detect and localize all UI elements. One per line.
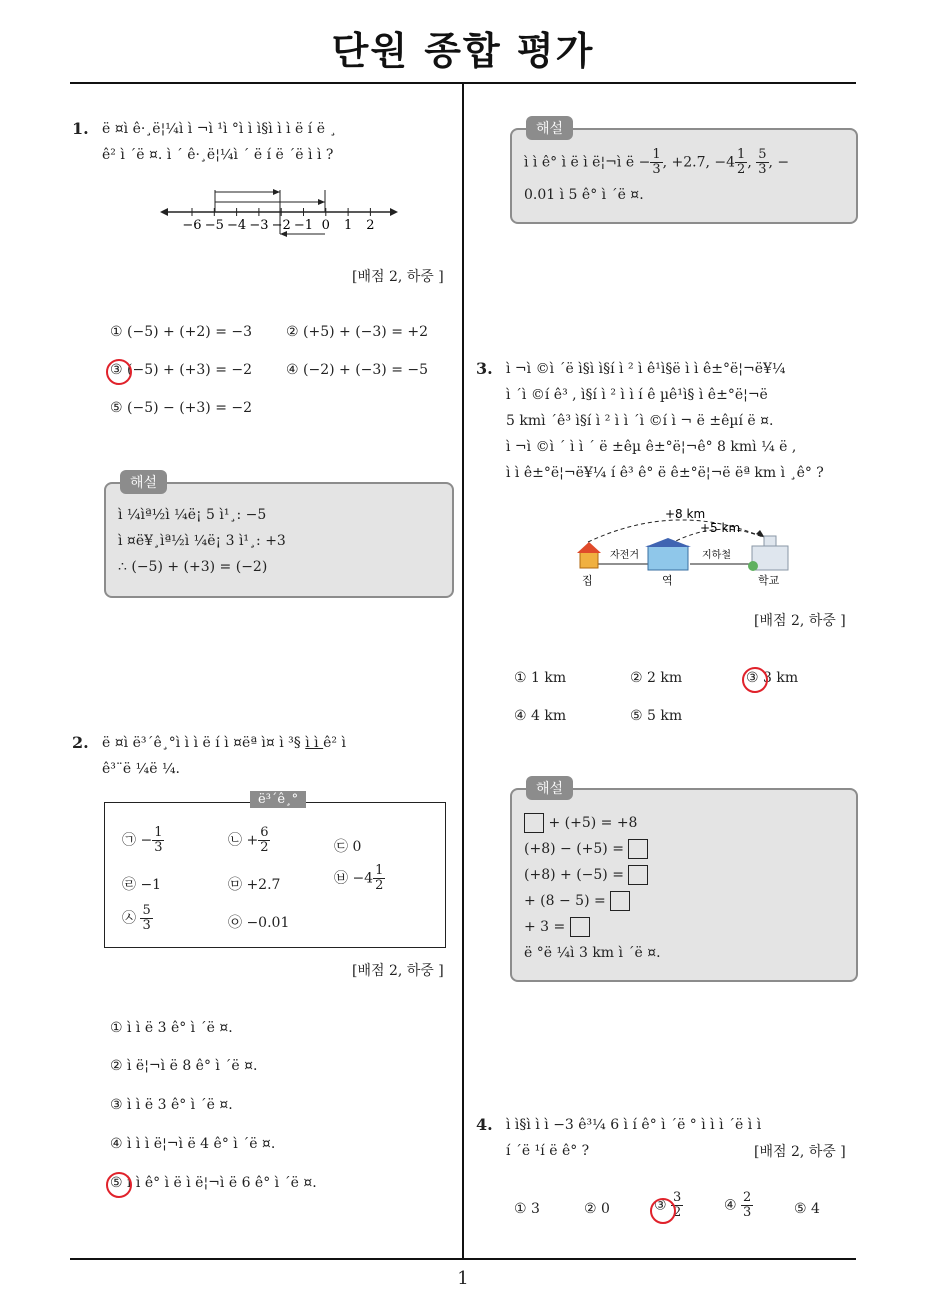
solution-line — [524, 148, 789, 177]
denominator: 3 — [758, 162, 767, 177]
item-value: −1 — [140, 877, 162, 893]
numberline-tick-label: −6 — [182, 218, 202, 233]
numerator: 6 — [260, 825, 269, 840]
item-value: 0 — [352, 839, 362, 855]
bottom-rule — [70, 1258, 856, 1260]
solution-line — [524, 888, 661, 914]
question-text-line: ì ì§ì ì ì −3 ê³¼ 6 ì í ê° ì ´ë ° ì ì ì ´ë ì ì — [506, 1117, 762, 1133]
question-text-line: í ´ë ¹í ë ê° ? — [506, 1143, 590, 1159]
score-label: [배점 2, 하중 ] — [352, 269, 444, 285]
answer-circle-mark — [650, 1198, 676, 1224]
answer-circle-mark — [106, 1172, 132, 1198]
option-1[interactable]: ① (−5) + (+2) = −3 — [110, 324, 253, 340]
solution-text: (+8) + (−5) = — [524, 867, 624, 883]
option-1[interactable]: ① 1 km — [514, 670, 567, 686]
numberline-tick-label: 2 — [366, 218, 375, 233]
denominator: 3 — [743, 1205, 752, 1220]
numerator: 1 — [154, 825, 163, 840]
example-box-tab: ë³´ê¸° — [250, 791, 306, 808]
item-label: ㉢ — [334, 839, 348, 855]
solution-text: , +2.7, −4 — [662, 154, 736, 171]
solution-text: , — [747, 154, 752, 171]
question-text-line: ë ¤ì ë³´ê¸°ì ì ì ë í ì ¤ëª ì¤ ì ³§ — [102, 735, 306, 751]
solution-tab: 해설 — [120, 470, 167, 494]
solution-line — [524, 914, 661, 940]
example-item-e — [228, 874, 280, 894]
option-4[interactable]: ④ (−2) + (−3) = −5 — [286, 362, 429, 378]
item-label: ㉡ — [228, 832, 242, 849]
question-text-line: ë ¤ì ê·¸ë¦¼ì ì ¬ì ¹ì °ì ì ì§ì ì ì ë í ë ¸ — [102, 121, 337, 137]
score-label: [배점 2, 하중 ] — [754, 613, 846, 629]
numerator: 1 — [737, 147, 746, 162]
numerator: 3 — [673, 1190, 682, 1205]
route-diagram — [570, 500, 800, 592]
numberline-tick-label: −2 — [271, 218, 291, 233]
option-2[interactable]: ② (+5) + (−3) = +2 — [286, 324, 429, 340]
solution-tab: 해설 — [526, 116, 573, 140]
question-2 — [72, 730, 452, 782]
denominator: 3 — [142, 918, 151, 933]
solution-line: 0.01 ì 5 ê° ì ´ë ¤. — [524, 187, 644, 203]
option-4[interactable] — [724, 1191, 753, 1220]
numerator: 1 — [375, 863, 384, 878]
example-item-a — [122, 826, 164, 855]
score-label: [배점 2, 하중 ] — [352, 963, 444, 979]
option-2[interactable]: ② ì ë¦¬ì ë 8 ê° ì ´ë ¤. — [110, 1058, 258, 1074]
home-label: 집 — [582, 574, 593, 587]
numberline-tick-label: −3 — [249, 218, 269, 233]
item-label: ㉥ — [334, 870, 348, 887]
option-5[interactable]: ⑤ ì ì ê° ì ë ì ë¦¬ì ë 6 ê° ì ´ë ¤. — [110, 1175, 317, 1191]
school-label: 학교 — [758, 574, 780, 587]
denominator: 2 — [673, 1205, 682, 1220]
answer-circle-mark — [106, 359, 132, 385]
question-text-line: ê² ì — [323, 735, 346, 751]
question-text-line: ì ¬ì ©ì ´ë ì§ì ì§í ì ² ì ê¹ì§ë ì ì ê±°ë¦¬ë¥¼ — [506, 361, 786, 377]
question-number: 2. — [72, 733, 89, 752]
distance-part-label: +5 km — [700, 521, 741, 535]
item-label: ㉦ — [122, 910, 136, 927]
question-text-line: ê² ì ´ë ¤. ì ´ ê·¸ë¦¼ì ´ ë í ë ´ë ì ì ? — [102, 147, 334, 163]
item-value: +2.7 — [246, 877, 281, 893]
fraction — [741, 1191, 753, 1220]
solution-line: ∴ (−5) + (+3) = (−2) — [118, 559, 268, 575]
question-number: 3. — [476, 359, 493, 378]
fraction — [373, 864, 385, 893]
numerator: 5 — [758, 147, 767, 162]
blank-box — [628, 839, 648, 859]
blank-box — [628, 865, 648, 885]
numerator: 1 — [652, 147, 661, 162]
fraction — [735, 148, 747, 177]
solution-text: , − — [768, 154, 790, 171]
question-text-line: 5 kmì ´ê³ ì§í ì ² ì ì ´ì ©í ì ¬ ë ±êµí ë ¤. — [506, 413, 774, 429]
numberline-tick-label: −5 — [204, 218, 224, 233]
blank-box — [610, 891, 630, 911]
house-icon — [577, 542, 601, 568]
fraction — [152, 826, 164, 855]
option-2[interactable]: ② 0 — [584, 1201, 610, 1217]
blank-box — [570, 917, 590, 937]
example-item-g — [122, 904, 153, 933]
option-5[interactable]: ⑤ 4 — [794, 1201, 820, 1217]
item-sign: + — [246, 832, 259, 849]
item-label: ㉠ — [122, 832, 136, 849]
solution-text: + (8 − 5) = — [524, 893, 606, 909]
option-5[interactable]: ⑤ (−5) − (+3) = −2 — [110, 400, 253, 416]
question-text-line: ì ì ê±°ë¦¬ë¥¼ í ê³ ê° ë ê±°ë¦¬ë ëª km ì ¸ê° ? — [506, 465, 824, 481]
option-3[interactable]: ③ ì ì ë 3 ê° ì ´ë ¤. — [110, 1097, 233, 1113]
question-3 — [476, 356, 856, 486]
solution-line: ì ¼ìª½ì ¼ë¡ 5 ì¹¸: −5 — [118, 507, 267, 523]
denominator: 2 — [375, 878, 384, 893]
solution-line — [524, 810, 661, 836]
numberline-tick-label: 0 — [321, 218, 330, 233]
example-item-b — [228, 826, 270, 855]
question-1 — [72, 116, 452, 168]
numberline-tick-label: −4 — [227, 218, 247, 233]
solution-text: (+8) − (+5) = — [524, 841, 624, 857]
blank-box — [524, 813, 544, 833]
denominator: 3 — [154, 840, 163, 855]
number-line — [160, 182, 400, 242]
solution-text: ì ì ê° ì ë ì ë¦¬ì ë — [524, 154, 639, 171]
option-1[interactable]: ① ì ì ë 3 ê° ì ´ë ¤. — [110, 1020, 233, 1036]
item-sign: − — [140, 832, 153, 849]
station-icon — [645, 538, 691, 570]
distance-total-label: +8 km — [665, 507, 706, 521]
question-text-line: ì ¬ì ©ì ´ ì ì ´ ë ±êµ ê±°ë¦¬ê° 8 kmì ¼ ë , — [506, 439, 797, 455]
solution-box-3 — [510, 781, 858, 982]
option-3[interactable]: ③ 3 km — [746, 670, 799, 686]
score-label: [배점 2, 하중 ] — [754, 1144, 846, 1160]
solution-box-1 — [104, 475, 454, 598]
subway-label: 지하철 — [702, 550, 731, 561]
option-label: ④ — [724, 1197, 737, 1214]
numerator: 5 — [142, 903, 151, 918]
bike-label: 자전거 — [610, 550, 639, 561]
denominator: 2 — [260, 840, 269, 855]
example-item-h — [228, 912, 289, 932]
question-text-line: ê³¨ë ¼ë ¼. — [102, 761, 180, 777]
option-3[interactable]: ③ (−5) + (+3) = −2 — [110, 362, 253, 378]
fraction — [756, 148, 768, 177]
sign: − — [638, 154, 651, 171]
example-item-c — [334, 836, 361, 856]
item-value: −0.01 — [246, 915, 290, 931]
example-item-f — [334, 864, 385, 893]
question-text-line: ì ´ì ©í ê³ , ì§í ì ² ì ì í ê µê¹ì§ ì ê±°ë¦¬ë — [506, 387, 768, 403]
solution-line: ë °ë ¼ì 3 km ì ´ë ¤. — [524, 945, 661, 961]
page-number: 1 — [457, 1268, 469, 1289]
fraction — [258, 826, 270, 855]
station-label: 역 — [662, 574, 673, 587]
item-label: ㉤ — [228, 877, 242, 893]
numberline-tick-label: −1 — [293, 218, 314, 233]
option-4[interactable]: ④ 4 km — [514, 708, 567, 724]
solution-box-2 — [510, 121, 858, 224]
example-item-d — [122, 874, 161, 894]
item-label: ㉧ — [228, 915, 242, 931]
item-label: ㉣ — [122, 877, 136, 893]
denominator: 3 — [652, 162, 661, 177]
solution-line — [524, 862, 661, 888]
option-4[interactable]: ④ ì ì ì ë¦¬ì ë 4 ê° ì ´ë ¤. — [110, 1136, 276, 1152]
school-icon — [748, 536, 788, 571]
numerator: 2 — [743, 1190, 752, 1205]
option-2[interactable]: ② 2 km — [630, 670, 683, 686]
page-title: 단원 종합 평가 — [331, 29, 595, 73]
option-5[interactable]: ⑤ 5 km — [630, 708, 683, 724]
answer-circle-mark — [742, 667, 768, 693]
option-1[interactable]: ① 3 — [514, 1201, 540, 1217]
option-label: ③ — [654, 1197, 667, 1214]
denominator: 2 — [737, 162, 746, 177]
solution-text: + (+5) = +8 — [548, 815, 638, 831]
underlined-word: ì ì — [305, 735, 324, 751]
solution-tab: 해설 — [526, 776, 573, 800]
fraction — [140, 904, 152, 933]
question-number: 1. — [72, 119, 89, 138]
fraction — [650, 148, 662, 177]
column-divider — [462, 82, 464, 1260]
solution-line — [524, 836, 661, 862]
numberline-tick-label: 1 — [343, 218, 353, 233]
question-number: 4. — [476, 1115, 493, 1134]
solution-text: + 3 = — [524, 919, 566, 935]
item-sign: −4 — [352, 870, 374, 887]
solution-line: ì ¤ë¥¸ìª½ì ¼ë¡ 3 ì¹¸: +3 — [118, 533, 286, 549]
